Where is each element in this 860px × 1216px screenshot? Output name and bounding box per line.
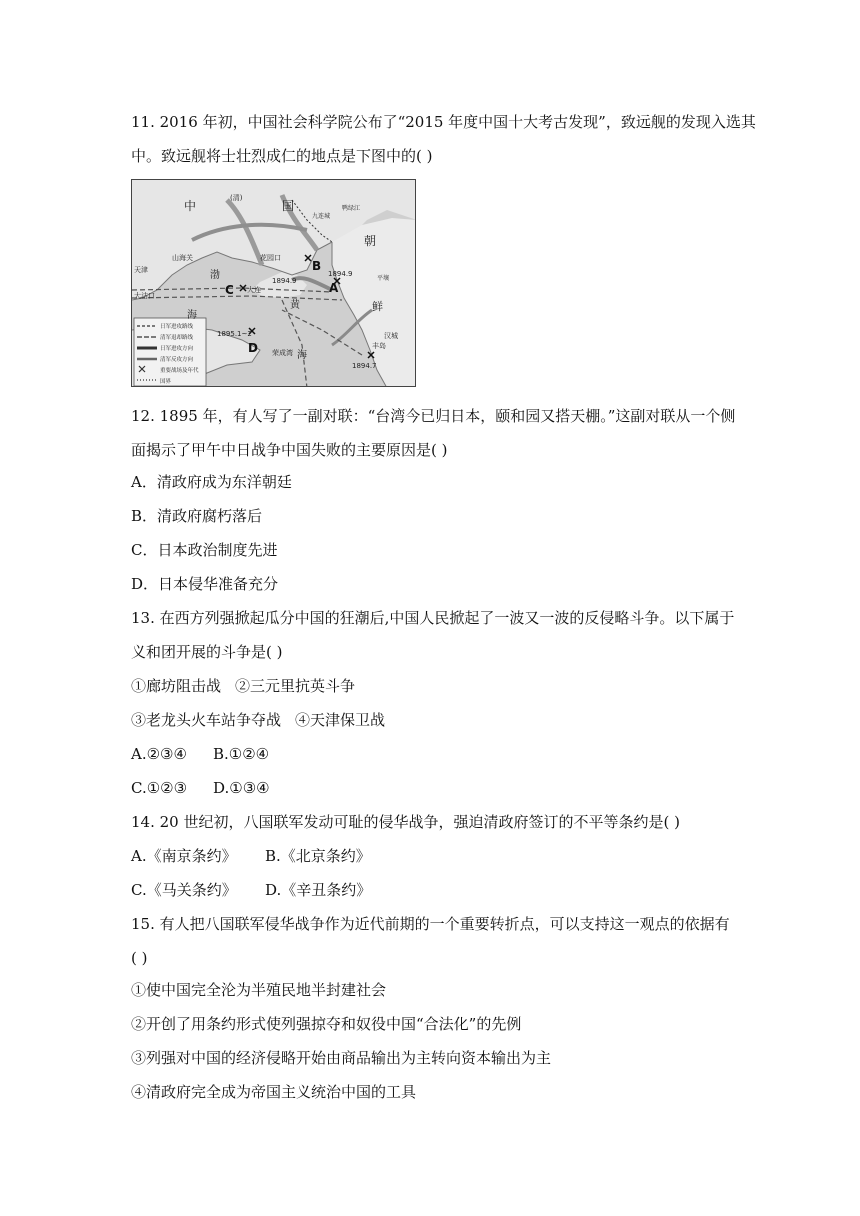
map-label-yalujiang: 鸭绿江	[342, 205, 361, 212]
q13-items-row-1	[131, 676, 751, 696]
q13-option-b: B.①②④	[213, 745, 270, 763]
map-point-a: A	[329, 281, 339, 295]
q11-line-2: 中。致远舰将士壮烈成仁的地点是下图中的( )	[131, 147, 433, 165]
q13-line-2: 义和团开展的斗争是( )	[131, 643, 283, 661]
q14-option-c: C.《马关条约》	[131, 881, 237, 899]
q15-line-2: ( )	[131, 949, 148, 967]
map-label-bo: 渤	[210, 270, 220, 281]
legend-item-6: 国界	[160, 379, 172, 385]
map-date-5: 丰岛	[372, 342, 386, 350]
legend-item-1: 日军进攻路线	[160, 324, 194, 330]
map-label-rongcheng: 荣成湾	[272, 349, 293, 357]
map-label-jiuliancheng: 九连城	[312, 213, 331, 220]
q11-line-1: 11. 2016 年初，中国社会科学院公布了“2015 年度中国十大考古发现”，致远舰的发现入选其	[131, 113, 756, 131]
legend-item-3: 日军进攻方向	[160, 346, 194, 352]
q14-option-d: D.《辛丑条约》	[265, 881, 372, 899]
q14-line-1: 14. 20 世纪初，八国联军发动可耻的侵华战争，强迫清政府签订的不平等条约是( )	[131, 813, 680, 831]
q12-option-c: C．日本政治制度先进	[131, 541, 278, 559]
q12-option-a: A．清政府成为东洋朝廷	[131, 473, 292, 491]
map-label-dalian: 大连	[247, 286, 261, 294]
map-label-huayuankou: 花园口	[260, 254, 281, 262]
map-label-shanhaiguan: 山海关	[172, 254, 193, 262]
legend-item-2: 清军退却路线	[160, 335, 194, 341]
q13-item-1: ①廊坊阻击战	[131, 677, 222, 695]
legend-item-4: 清军反攻方向	[160, 357, 194, 363]
q13-option-c: C.①②③	[131, 779, 188, 797]
map-point-b: B	[312, 259, 322, 273]
map-label-chao: 朝	[364, 234, 377, 248]
map-label-guo: 国	[282, 199, 295, 213]
map-label-bohai-hai: 海	[187, 310, 197, 321]
q13-item-2: ②三元里抗英斗争	[235, 677, 356, 695]
map-label-xian: 鲜	[372, 300, 383, 313]
q12-option-b: B．清政府腐朽落后	[131, 507, 263, 525]
legend-item-5: 重要战场及年代	[160, 368, 199, 374]
q13-option-a: A.②③④	[131, 745, 187, 763]
map-label-zhong: 中	[184, 199, 197, 213]
q13-options-row-2	[131, 778, 751, 798]
q14-options-row-1	[131, 846, 751, 866]
q14-options-row-2	[131, 880, 751, 900]
q12-line-2: 面揭示了甲午中日战争中国失败的主要原因是( )	[131, 441, 448, 459]
map-date-2: 1894.9	[328, 270, 353, 278]
map-date-1: 1894.9	[272, 277, 297, 285]
map-date-4: 1894.7	[352, 362, 377, 370]
q13-options-row-1	[131, 744, 751, 764]
q15-item-1: ①使中国完全沦为半殖民地半封建社会	[131, 981, 387, 999]
q15-item-4: ④清政府完全成为帝国主义统治中国的工具	[131, 1083, 417, 1101]
q15-line-1: 15. 有人把八国联军侵华战争作为近代前期的一个重要转折点，可以支持这一观点的依据有	[131, 915, 730, 933]
map-point-c: C	[225, 283, 234, 297]
q15-item-2: ②开创了用条约形式使列强掠夺和奴役中国“合法化”的先例	[131, 1015, 522, 1033]
map-label-huang: 黄	[290, 300, 300, 311]
map-label-ping: 平壤	[377, 275, 390, 282]
q13-option-d: D.①③④	[213, 779, 270, 797]
q12-option-d: D．日本侵华准备充分	[131, 575, 279, 593]
q14-option-b: B.《北京条约》	[265, 847, 371, 865]
map-label-hai: 海	[297, 350, 307, 361]
map-label-tianjin: 天津	[134, 266, 148, 274]
map-label-dagukou: 大沽口	[134, 292, 155, 300]
map-point-d: D	[248, 341, 258, 355]
sino-japanese-war-map	[131, 179, 416, 387]
q13-line-1: 13. 在西方列强掀起瓜分中国的狂潮后,中国人民掀起了一波又一波的反侵略斗争。以下属于	[131, 609, 735, 627]
map-label-hancheng: 汉城	[384, 332, 398, 340]
q13-item-4: ④天津保卫战	[295, 711, 386, 729]
q15-item-3: ③列强对中国的经济侵略开始由商品输出为主转向资本输出为主	[131, 1049, 552, 1067]
q14-option-a: A.《南京条约》	[131, 847, 237, 865]
map-date-3: 1895.1~2	[217, 330, 252, 338]
q12-line-1: 12. 1895 年，有人写了一副对联：“台湾今已归日本，颐和园又搭天棚。”这副对联从一个侧	[131, 407, 736, 425]
q13-items-row-2	[131, 710, 751, 730]
q13-item-3: ③老龙头火车站争夺战	[131, 711, 282, 729]
map-label-qing: (清)	[230, 194, 243, 202]
